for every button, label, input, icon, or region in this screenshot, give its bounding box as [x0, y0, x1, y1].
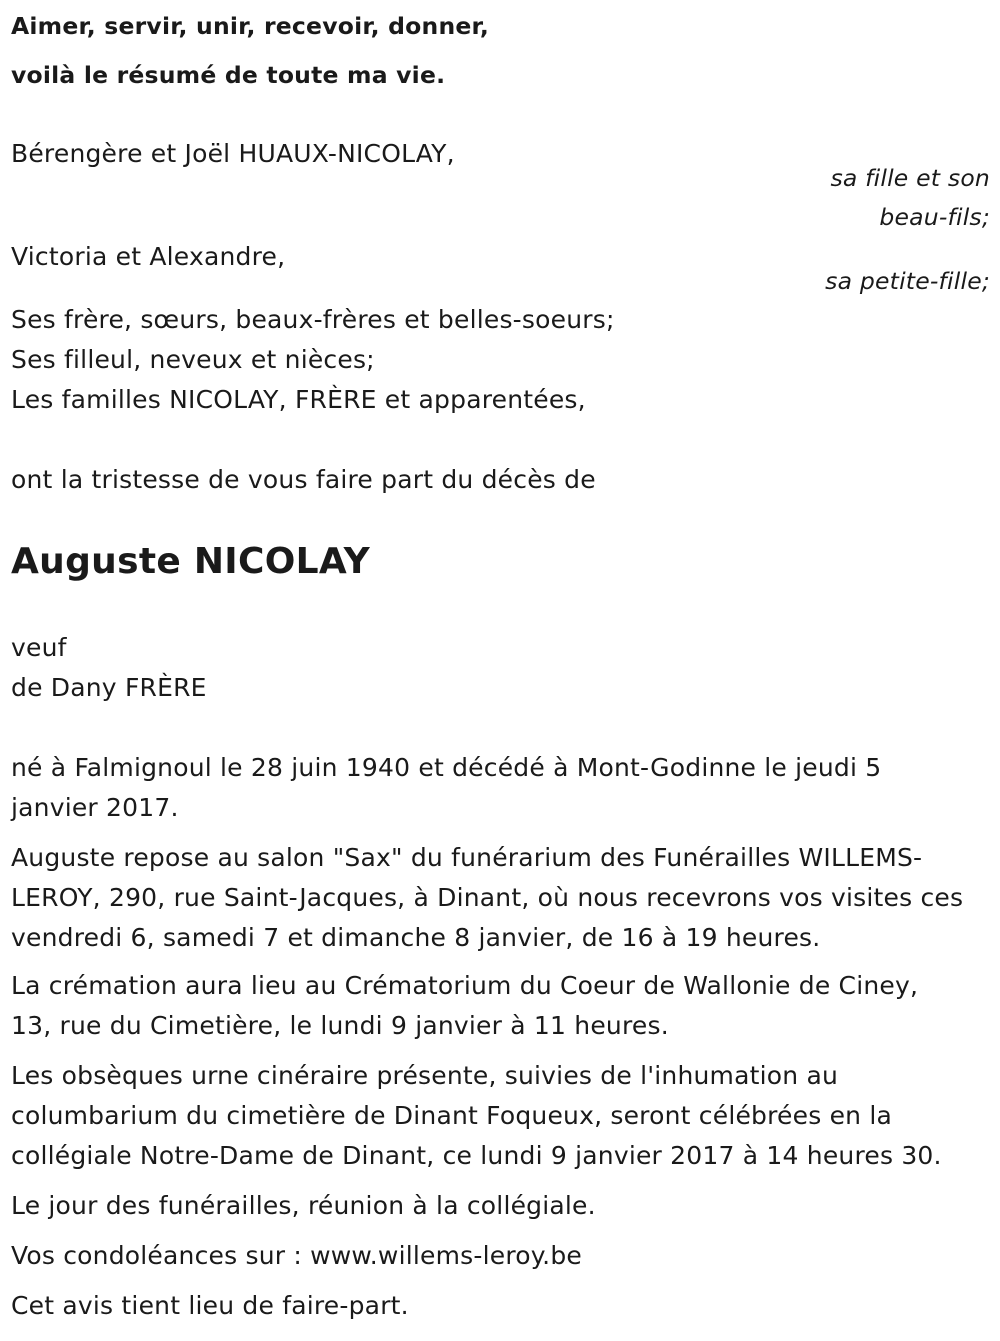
announcement-text: ont la tristesse de vous faire part du décès de	[11, 465, 596, 494]
deceased-name: Auguste NICOLAY	[11, 541, 370, 582]
funeral-line-1: Les obsèques urne cinéraire présente, suivies de l'inhumation au	[11, 1061, 839, 1090]
birth-death-line-1: né à Falmignoul le 28 juin 1940 et décédé à Mont-Godinne le jeudi 5	[11, 753, 882, 782]
funeral-line-3: collégiale Notre-Dame de Dinant, ce lundi 9 janvier 2017 à 14 heures 30.	[11, 1141, 942, 1170]
cremation-line-1: La crémation aura lieu au Crématorium du Coeur de Wallonie de Ciney,	[11, 971, 919, 1000]
meeting-line: Le jour des funérailles, réunion à la collégiale.	[11, 1191, 596, 1220]
deceased-status-1: veuf	[11, 633, 67, 662]
family-granddaughter-name: Victoria et Alexandre,	[11, 242, 286, 271]
deceased-status-2: de Dany FRÈRE	[11, 673, 207, 702]
epigraph-line-1: Aimer, servir, unir, recevoir, donner,	[11, 12, 489, 40]
family-daughter-name: Bérengère et Joël HUAUX-NICOLAY,	[11, 139, 455, 168]
rest-line-3: vendredi 6, samedi 7 et dimanche 8 janvier, de 16 à 19 heures.	[11, 923, 821, 952]
epigraph-line-2: voilà le résumé de toute ma vie.	[11, 61, 446, 89]
rest-line-1: Auguste repose au salon "Sax" du funérarium des Funérailles WILLEMS-	[11, 843, 923, 872]
birth-death-line-2: janvier 2017.	[11, 793, 179, 822]
rest-line-2: LEROY, 290, rue Saint-Jacques, à Dinant, où nous recevrons vos visites ces	[11, 883, 964, 912]
family-siblings: Ses frère, sœurs, beaux-frères et belles-soeurs;	[11, 305, 615, 334]
family-daughter-relation-2: beau-fils;	[879, 203, 990, 231]
funeral-line-2: columbarium du cimetière de Dinant Foqueux, seront célébrées en la	[11, 1101, 893, 1130]
condolences-line: Vos condoléances sur : www.willems-leroy.be	[11, 1241, 582, 1270]
family-granddaughter-relation: sa petite-fille;	[825, 267, 990, 295]
family-godchildren: Ses filleul, neveux et nièces;	[11, 345, 375, 374]
notice-line: Cet avis tient lieu de faire-part.	[11, 1291, 409, 1320]
cremation-line-2: 13, rue du Cimetière, le lundi 9 janvier à 11 heures.	[11, 1011, 669, 1040]
family-families: Les familles NICOLAY, FRÈRE et apparentées,	[11, 385, 586, 414]
family-daughter-relation-1: sa fille et son	[830, 164, 990, 192]
